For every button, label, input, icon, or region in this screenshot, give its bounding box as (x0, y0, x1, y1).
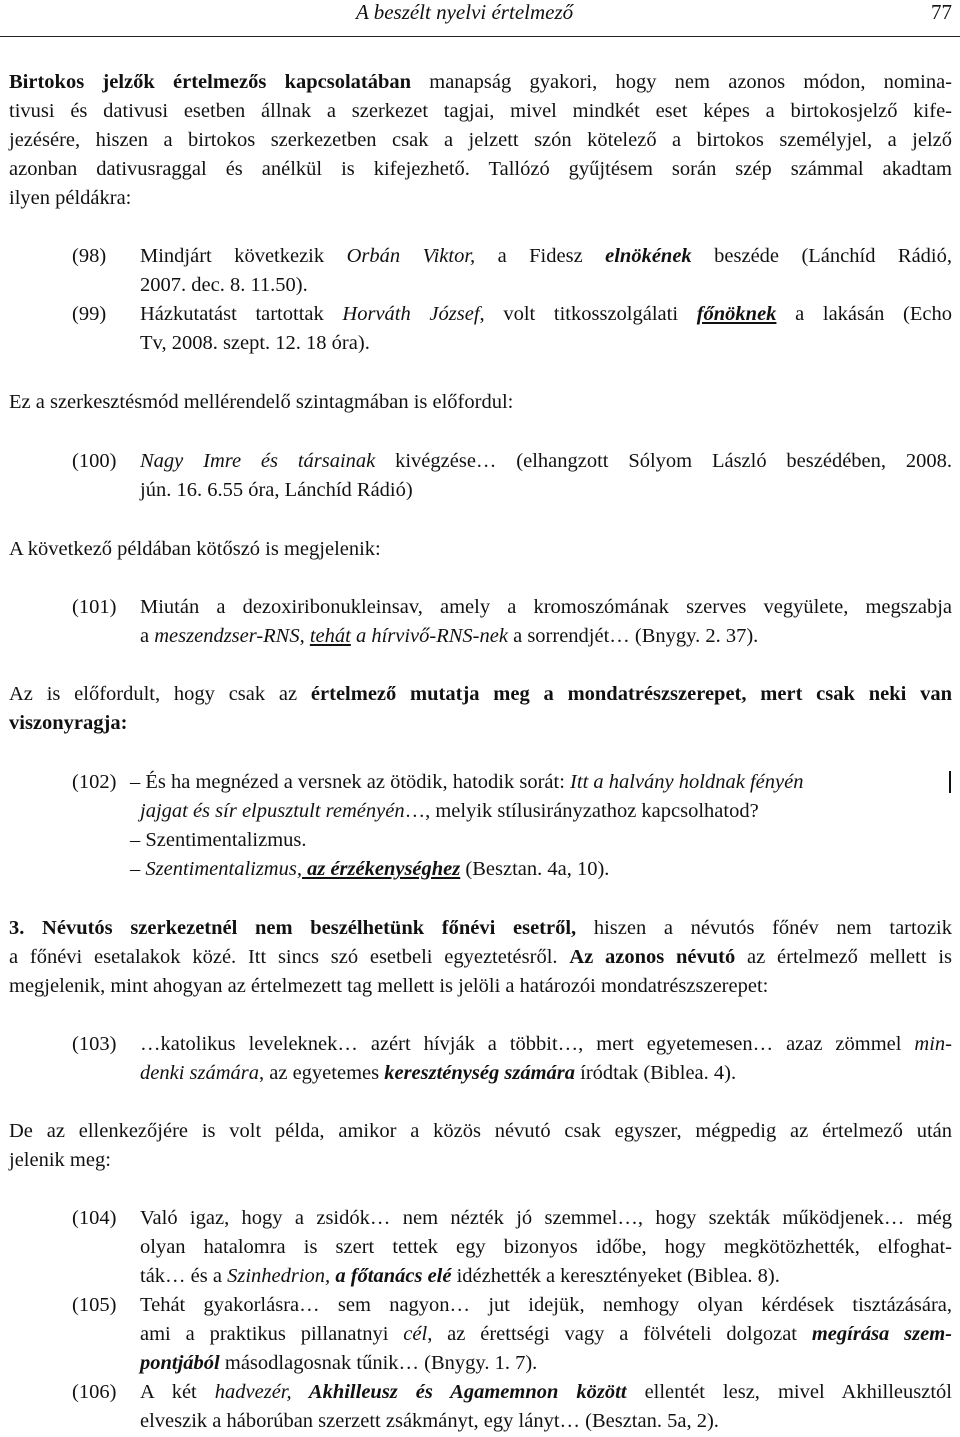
example-104-line-3: ták… és a Szinhedrion, a főtanács elé idézhették a keresztényeket (Biblea. 8). (140, 1265, 780, 1287)
paragraph-5-line-2: a főnévi esetalakok közé. Itt sincs szó esetbeli egyeztetésről. Az azonos névutó az értelmező mellett is (9, 946, 953, 968)
example-number-99: (99) (72, 303, 107, 325)
example-number-104: (104) (72, 1207, 117, 1229)
example-98-line-1: Mindjárt következik Orbán Viktor, a Fidesz elnökének beszéde (Lánchíd Rádió, (140, 245, 952, 267)
example-number-105: (105) (72, 1294, 117, 1316)
example-104-line-1: Való igaz, hogy a zsidók… nem nézték jó szemmel…, hogy szekták működjenek… még (140, 1207, 952, 1229)
example-102-line-3: – Szentimentalizmus. (130, 829, 307, 851)
example-100-line-1: Nagy Imre és társainak kivégzése… (elhangzott Sólyom László beszédében, 2008. (140, 450, 952, 472)
paragraph-1-line-5: ilyen példákra: (9, 187, 132, 209)
example-99-line-1: Házkutatást tartottak Horváth József, volt titkosszolgálati főnöknek a lakásán (Echo (140, 303, 952, 325)
example-number-101: (101) (72, 596, 117, 618)
paragraph-1-line-3: jezésére, hiszen a birtokos szerkezetben csak a jelzett szón kötelező a birtokos személyjel, a jelző (9, 129, 952, 151)
example-101-line-2: a meszendzser-RNS, tehát a hírvivő-RNS-nek a sorrendjét… (Bnygy. 2. 37). (140, 625, 759, 647)
example-100-line-2: jún. 16. 6.55 óra, Lánchíd Rádió) (140, 479, 413, 501)
example-number-103: (103) (72, 1033, 117, 1055)
example-106-line-2: elveszik a háborúban szerzett zsákmányt, egy lányt… (Besztan. 5a, 2). (140, 1410, 719, 1432)
running-title: A beszélt nyelvi értelmező (356, 0, 574, 24)
example-number-98: (98) (72, 245, 107, 267)
example-99-line-2: Tv, 2008. szept. 12. 18 óra). (140, 332, 370, 354)
example-103-line-2: denki számára, az egyetemes kereszténység számára íródtak (Biblea. 4). (140, 1062, 737, 1084)
paragraph-4-line-1: Az is előfordult, hogy csak az értelmező mutatja meg a mondatrészszerepet, mert csak neki van (9, 683, 952, 705)
example-102-line-4: – Szentimentalizmus, az érzékenységhez (Besztan. 4a, 10). (130, 858, 610, 880)
example-105-line-2: ami a praktikus pillanatnyi cél, az érettségi vagy a fölvételi dolgozat megírása szem- (140, 1323, 952, 1345)
running-header (0, 0, 960, 37)
example-105-line-3: pontjából másodlagosnak tűnik… (Bnygy. 1. 7). (140, 1352, 538, 1374)
paragraph-6-line-1: De az ellenkezőjére is volt példa, amikor a közös névutó csak egyszer, mégpedig az értelmező után (9, 1120, 952, 1142)
example-number-102: (102) (72, 771, 117, 793)
paragraph-5-line-1: 3. Névutós szerkezetnél nem beszélhetünk főnévi esetről, hiszen a névutós főnév nem tartozik (9, 917, 953, 939)
paragraph-2: Ez a szerkesztésmód mellérendelő szintagmában is előfordul: (9, 391, 514, 413)
verse-separator (949, 771, 951, 793)
example-105-line-1: Tehát gyakorlásra… sem nagyon… jut idejük, nemhogy olyan kérdések tisztázására, (140, 1294, 952, 1316)
example-104-line-2: olyan hatalomra is szert tettek egy bizonyos időbe, hogy megkötözhették, elfoghat- (140, 1236, 952, 1258)
example-103-line-1: …katolikus leveleknek… azért hívják a többit…, mert egyetemesen… azaz zömmel min- (140, 1033, 952, 1055)
paragraph-3: A következő példában kötőszó is megjelenik: (9, 538, 381, 560)
paragraph-6-line-2: jelenik meg: (9, 1149, 111, 1171)
example-98-line-2: 2007. dec. 8. 11.50). (140, 274, 308, 296)
paragraph-1-line-4: azonban dativusraggal és anélkül is kifejezhető. Tallózó gyűjtésem során szép számmal akadtam (9, 158, 952, 180)
example-102-line-1: – És ha megnézed a versnek az ötödik, hatodik sorát: Itt a halvány holdnak fényén (130, 771, 804, 793)
paragraph-1-line-1: Birtokos jelzők értelmezős kapcsolatában manapság gyakori, hogy nem azonos módon, nomina- (9, 71, 952, 93)
example-102-line-2: jajgat és sír elpusztult reményén…, melyik stílusirányzathoz kapcsolhatod? (140, 800, 759, 822)
example-106-line-1: A két hadvezér, Akhilleusz és Agamemnon között ellentét lesz, mivel Akhilleusztól (140, 1381, 952, 1403)
paragraph-1-line-2: tivusi és dativusi esetben állnak a szerkezet tagjai, mivel mindkét eset képes a birtokosjelző kife- (9, 100, 952, 122)
example-number-106: (106) (72, 1381, 117, 1403)
paragraph-5-line-3: megjelenik, mint ahogyan az értelmezett tag mellett is jelöli a határozói mondatrészszerepet: (9, 975, 769, 997)
paragraph-4-line-2: viszonyragja: (9, 712, 128, 734)
example-101-line-1: Miután a dezoxiribonukleinsav, amely a kromoszómának szerves vegyülete, megszabja (140, 596, 952, 618)
example-number-100: (100) (72, 450, 117, 472)
page-number: 77 (931, 0, 952, 24)
